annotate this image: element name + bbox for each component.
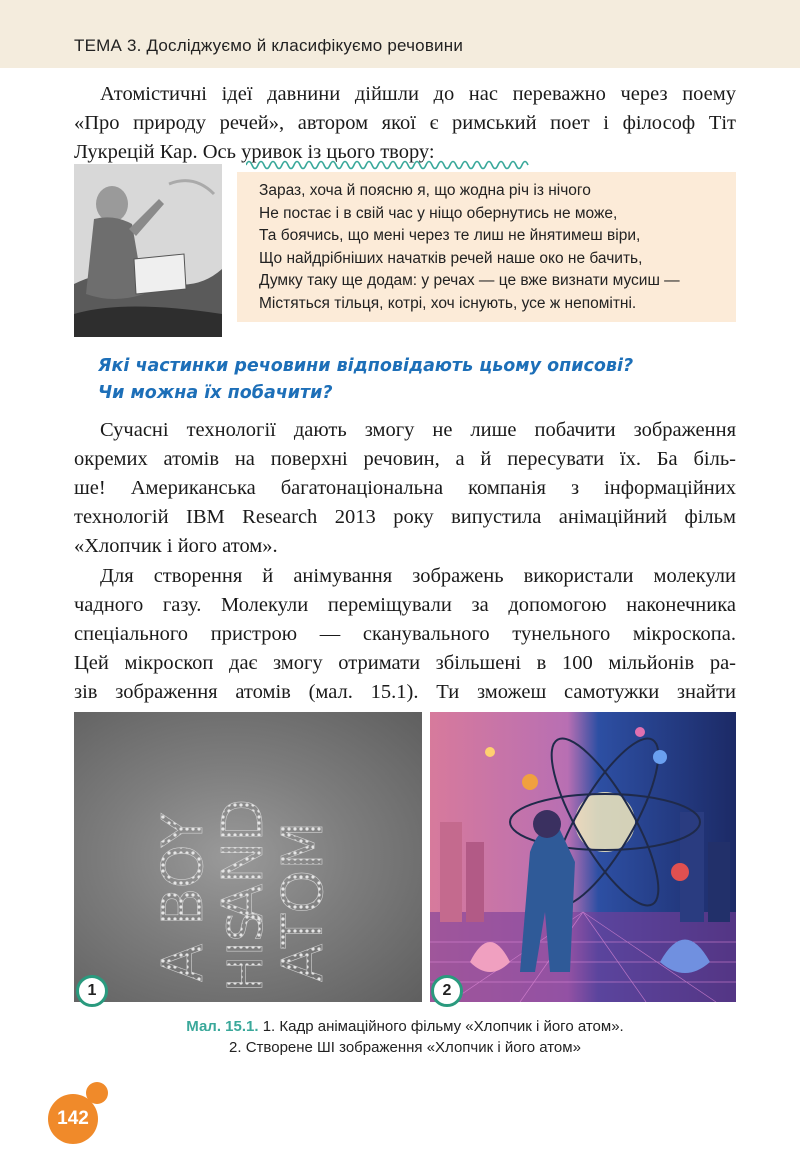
paragraph-molecules	[74, 562, 736, 736]
paragraph-line: окремих атомів на поверхні речовин, а й пересувати їх. Ба біль-	[74, 448, 736, 470]
intro-paragraph	[74, 80, 736, 167]
figure-badge-1: 1	[76, 975, 108, 1007]
paragraph-technology	[74, 416, 736, 561]
paragraph-line: чадного газу. Молекули переміщували за допомогою наконечника	[74, 594, 736, 616]
ibm-atom-film-frame	[74, 712, 422, 1002]
atom-text-line: ATOM	[271, 821, 336, 982]
poem-line: Та боячись, що мені через те лиш не йнятимеш віри,	[259, 227, 641, 244]
caption-label: Мал. 15.1.	[186, 1018, 259, 1035]
chapter-title: ТЕМА 3. Досліджуємо й класифікуємо речовини	[74, 36, 464, 55]
paragraph-line: ше! Американська багатонаціональна компанія з інформаційних	[74, 477, 736, 499]
intro-line: Атомістичні ідеї давнини дійшли до нас переважно через поему	[100, 83, 736, 105]
figure-caption	[74, 1016, 736, 1058]
page-number: 142	[57, 1108, 89, 1129]
paragraph-line: Сучасні технології дають змогу не лише побачити зображення	[100, 419, 736, 441]
poem-text	[259, 180, 680, 315]
poem-line: Зараз, хоча й поясню я, що жодна річ із нічого	[259, 182, 591, 199]
question-line: Які частинки речовини відповідають цьому описові?	[98, 356, 634, 376]
atom-text-line: A BOY	[151, 813, 216, 982]
caption-line: 1. Кадр анімаційного фільму «Хлопчик і його атом».	[262, 1018, 624, 1035]
lucretius-engraving	[74, 164, 222, 337]
poem-line: Думку таку ще додам: у речах — це вже визнати мусиш —	[259, 272, 680, 289]
paragraph-line: Цей мікроскоп дає змогу отримати збільшені в 100 мільйонів ра-	[74, 652, 736, 674]
poem-line: Що найдрібніших начатків речей наше око не бачить,	[259, 249, 643, 267]
page-header	[0, 0, 800, 68]
paragraph-line: «Хлопчик і його атом».	[74, 535, 278, 557]
question-line: Чи можна їх побачити?	[98, 383, 333, 403]
atom-text-line: AND	[211, 798, 276, 922]
paragraph-line: спеціального пристрою — сканувального тунельного мікроскопа.	[74, 623, 736, 645]
decorative-squiggle	[246, 157, 531, 173]
section-question	[98, 353, 633, 407]
poem-line: Не постає і в свій час у ніщо обернутись не може,	[259, 204, 618, 222]
caption-line: 2. Створене ШІ зображення «Хлопчик і його атом»	[229, 1039, 581, 1056]
atom-text-line: HIS	[218, 911, 274, 992]
ai-boy-atom-image	[430, 712, 736, 1002]
poem-line: Містяться тільця, котрі, хоч існують, усе ж непомітні.	[259, 294, 637, 312]
figure-badge-2: 2	[431, 975, 463, 1007]
paragraph-line: технологій IBM Research 2013 року випустила анімаційний фільм	[74, 506, 736, 528]
paragraph-line: зів зображення атомів (мал. 15.1). Ти зможеш самотужки знайти	[74, 681, 736, 703]
intro-line: «Про природу речей», автором якої є римський поет і філософ Тіт	[74, 112, 736, 134]
intro-line: Лукрецій Кар. Ось уривок із цього твору:	[74, 141, 435, 163]
paragraph-line: Для створення й анімування зображень використали молекули	[100, 565, 736, 587]
